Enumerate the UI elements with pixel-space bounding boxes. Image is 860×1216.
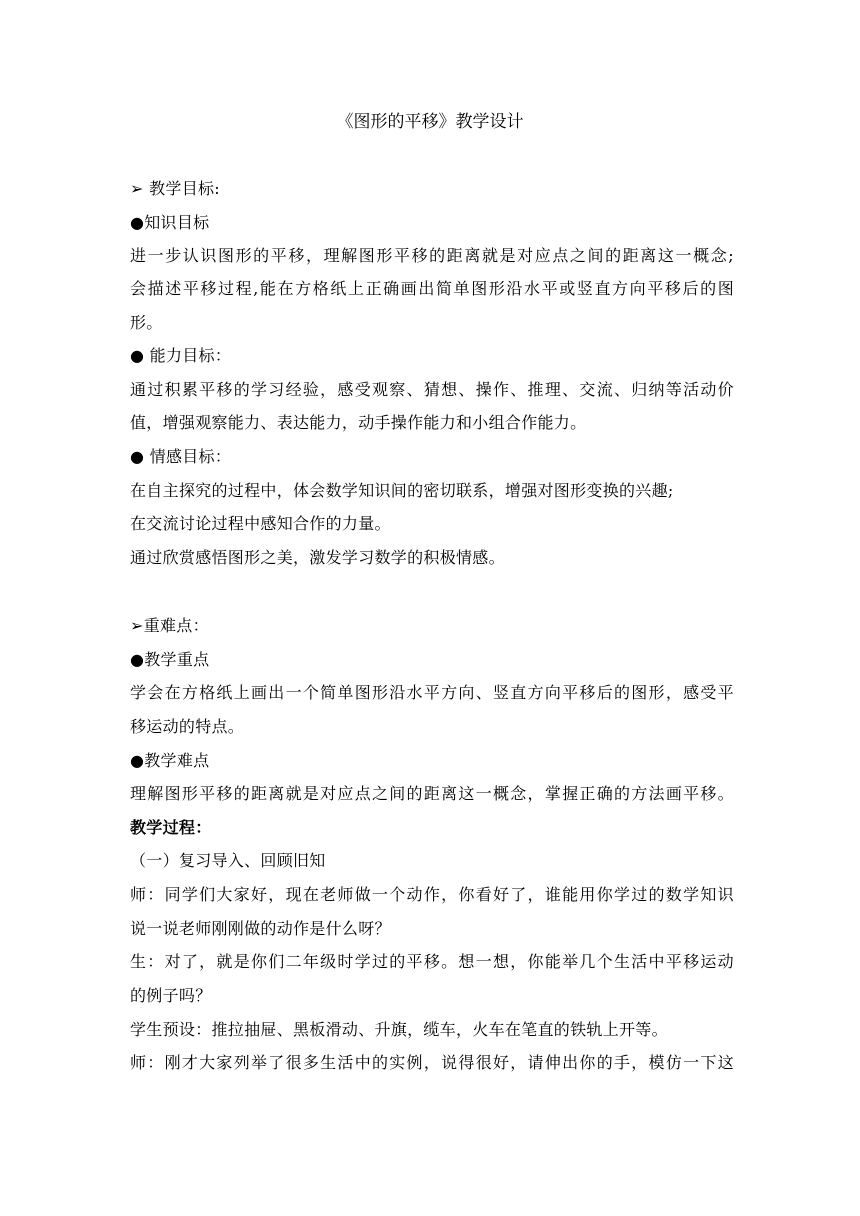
paragraph-line: 进一步认识图形的平移，理解图形平移的距离就是对应点之间的距离这一概念; bbox=[130, 246, 734, 265]
paragraph-line: 在自主探究的过程中，体会数学知识间的密切联系，增强对图形变换的兴趣; bbox=[130, 481, 674, 500]
paragraph-line: 学生预设：推拉抽屉、黑板滑动、升旗，缆车，火车在笔直的铁轨上开等。 bbox=[130, 1020, 668, 1039]
subheading-ability-goal: ● 能力目标： bbox=[130, 346, 232, 365]
paragraph-line: 通过欣赏感悟图形之美，激发学习数学的积极情感。 bbox=[130, 548, 505, 567]
paragraph-line: 生：对了，就是你们二年级时学过的平移。想一想，你能举几个生活中平移运动 bbox=[130, 952, 734, 971]
document-title: 《图形的平移》教学设计 bbox=[336, 112, 524, 132]
paragraph-line: 的例子吗？ bbox=[130, 986, 212, 1005]
paragraph-line: 说一说老师刚刚做的动作是什么呀？ bbox=[130, 919, 391, 938]
paragraph-line: 移运动的特点。 bbox=[130, 717, 245, 736]
paragraph-line: 形。 bbox=[130, 313, 163, 332]
paragraph-line: 值，增强观察能力、表达能力，动手操作能力和小组合作能力。 bbox=[130, 413, 587, 432]
section-heading-process: 教学过程： bbox=[130, 818, 212, 837]
subheading-review-intro: （一）复习导入、回顾旧知 bbox=[130, 851, 326, 870]
subheading-emotion-goal: ● 情感目标： bbox=[130, 447, 232, 466]
paragraph-line: 师：刚才大家列举了很多生活中的实例，说得很好，请伸出你的手，模仿一下这 bbox=[130, 1053, 734, 1072]
section-heading-objectives: ➢ 教学目标: bbox=[130, 179, 220, 198]
subheading-knowledge-goal: ●知识目标 bbox=[130, 213, 210, 232]
paragraph-line: 学会在方格纸上画出一个简单图形沿水平方向、竖直方向平移后的图形，感受平 bbox=[130, 683, 734, 702]
subheading-teaching-focus: ●教学重点 bbox=[130, 650, 210, 669]
paragraph-line: 师：同学们大家好，现在老师做一个动作，你看好了，谁能用你学过的数学知识 bbox=[130, 885, 734, 904]
paragraph-line: 理解图形平移的距离就是对应点之间的距离这一概念，掌握正确的方法画平移。 bbox=[130, 784, 734, 803]
paragraph-line: 会描述平移过程,能在方格纸上正确画出简单图形沿水平或竖直方向平移后的图 bbox=[130, 279, 734, 298]
paragraph-line: 在交流讨论过程中感知合作的力量。 bbox=[130, 514, 391, 533]
section-heading-key-points: ➢重难点： bbox=[130, 616, 209, 635]
paragraph-line: 通过积累平移的学习经验，感受观察、猜想、操作、推理、交流、归纳等活动价 bbox=[130, 380, 734, 399]
subheading-teaching-difficulty: ●教学难点 bbox=[130, 751, 210, 770]
